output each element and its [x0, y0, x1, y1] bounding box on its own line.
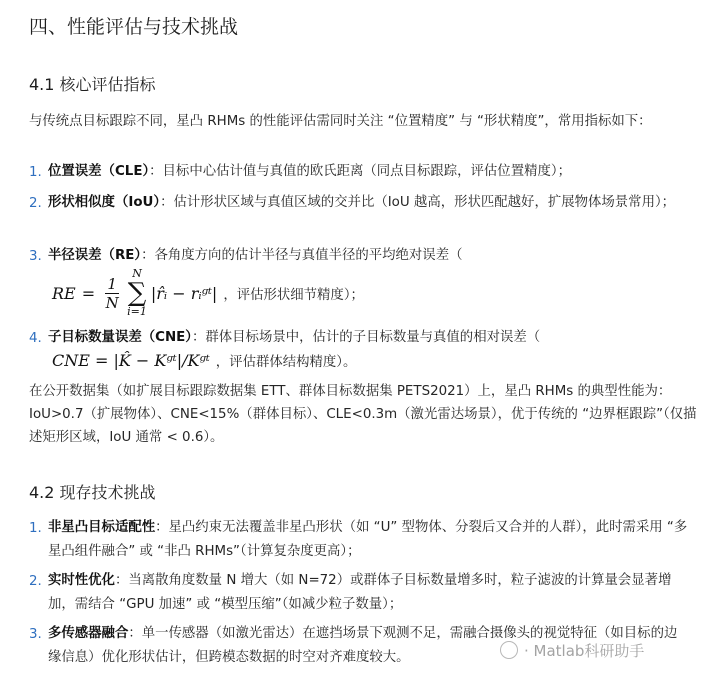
cne-expression: CNE = |K̂ − Kᵍᵗ|/Kᵍᵗ [52, 350, 210, 370]
section-heading: 四、性能评估与技术挑战 [29, 16, 239, 38]
list-item-re [48, 244, 688, 268]
re-lhs: RE [52, 283, 76, 303]
summary-paragraph: 在公开数据集（如扩展目标跟踪数据集 ETT、群体目标数据集 PETS2021）上，星凸 RHMs 的典型性能为：IoU>0.7（扩展物体）、CNE<15%（群体目标）、CLE<0.3m（激光雷达场景），优于传统的 “边界框跟踪”（仅描述矩形区域，IoU 通常 < 0.6）。 [29, 384, 697, 445]
sum-lower: i=1 [127, 305, 147, 318]
intro-paragraph: 与传统点目标跟踪不同，星凸 RHMs 的性能评估需同时关注 “位置精度” 与 “形状精度”，常用指标如下： [29, 114, 652, 129]
term: 位置误差（CLE） [48, 164, 150, 179]
item-text: ：单一传感器（如激光雷达）在遮挡场景下观测不足，需融合摄像头的视觉特征（如目标的边缘信息）优化形状估计，但跨模态数据的时空对齐难度较大。 [48, 626, 678, 665]
list-number: 2. [29, 574, 42, 589]
term: 形状相似度（IoU） [48, 195, 161, 210]
term: 半径误差（RE） [48, 248, 142, 263]
item-text: ：目标中心估计值与真值的欧氏距离（同点目标跟踪，评估位置精度）； [149, 164, 571, 179]
list-item-realtime [48, 569, 688, 617]
fraction-denominator: N [105, 293, 119, 312]
subsection-title-4-1: 4.1 核心评估指标 [29, 75, 156, 94]
list-number: 4. [29, 331, 42, 346]
list-item-nonconvex [48, 516, 688, 564]
subsection-title-4-2: 4.2 现存技术挑战 [29, 483, 156, 502]
item-text: ：估计形状区域与真值区域的交并比（IoU 越高，形状匹配越好，扩展物体场景常用）； [160, 195, 676, 210]
list-item-iou [48, 191, 688, 215]
cne-formula [52, 348, 356, 372]
list-number: 3. [29, 249, 42, 264]
item-text: ：各角度方向的估计半径与真值半径的平均绝对误差（ [141, 248, 463, 263]
formula-trailing-text: ，评估群体结构精度）。 [215, 354, 357, 370]
watermark-text: · Matlab科研助手 [524, 642, 645, 660]
list-number: 1. [29, 165, 42, 180]
formula-trailing-text: ，评估形状细节精度）； [223, 287, 364, 303]
list-number: 3. [29, 627, 42, 642]
term: 实时性优化 [48, 573, 115, 588]
fraction [105, 275, 119, 312]
term: 多传感器融合 [48, 626, 129, 641]
wechat-icon [500, 641, 518, 659]
equals-sign: = [81, 283, 96, 303]
item-text: ：当离散角度数量 N 增大（如 N=72）或群体子目标数量增多时，粒子滤波的计算量会显著增加，需结合 “GPU 加速” 或 “模型压缩”（如减少粒子数量）； [48, 573, 672, 612]
sigma-icon: ∑ [127, 278, 147, 308]
watermark [500, 640, 644, 661]
list-item-cle [48, 160, 688, 184]
re-body: |r̂ᵢ − rᵢᵍᵗ| [150, 283, 218, 303]
term: 子目标数量误差（CNE） [48, 330, 192, 345]
item-text: ：群体目标场景中，估计的子目标数量与真值的相对误差（ [192, 330, 541, 345]
summation [127, 268, 147, 318]
re-formula [52, 266, 364, 320]
list-number: 1. [29, 521, 42, 536]
fraction-numerator: 1 [107, 274, 117, 293]
item-text: ：星凸约束无法覆盖非星凸形状（如 “U” 型物体、分裂后又合并的人群），此时需采用 “多星凸组件融合” 或 “非凸 RHMs”（计算复杂度更高）； [48, 520, 688, 559]
sum-upper: N [132, 267, 142, 280]
term: 非星凸目标适配性 [48, 520, 156, 535]
list-item-cne [48, 326, 688, 350]
list-number: 2. [29, 196, 42, 211]
